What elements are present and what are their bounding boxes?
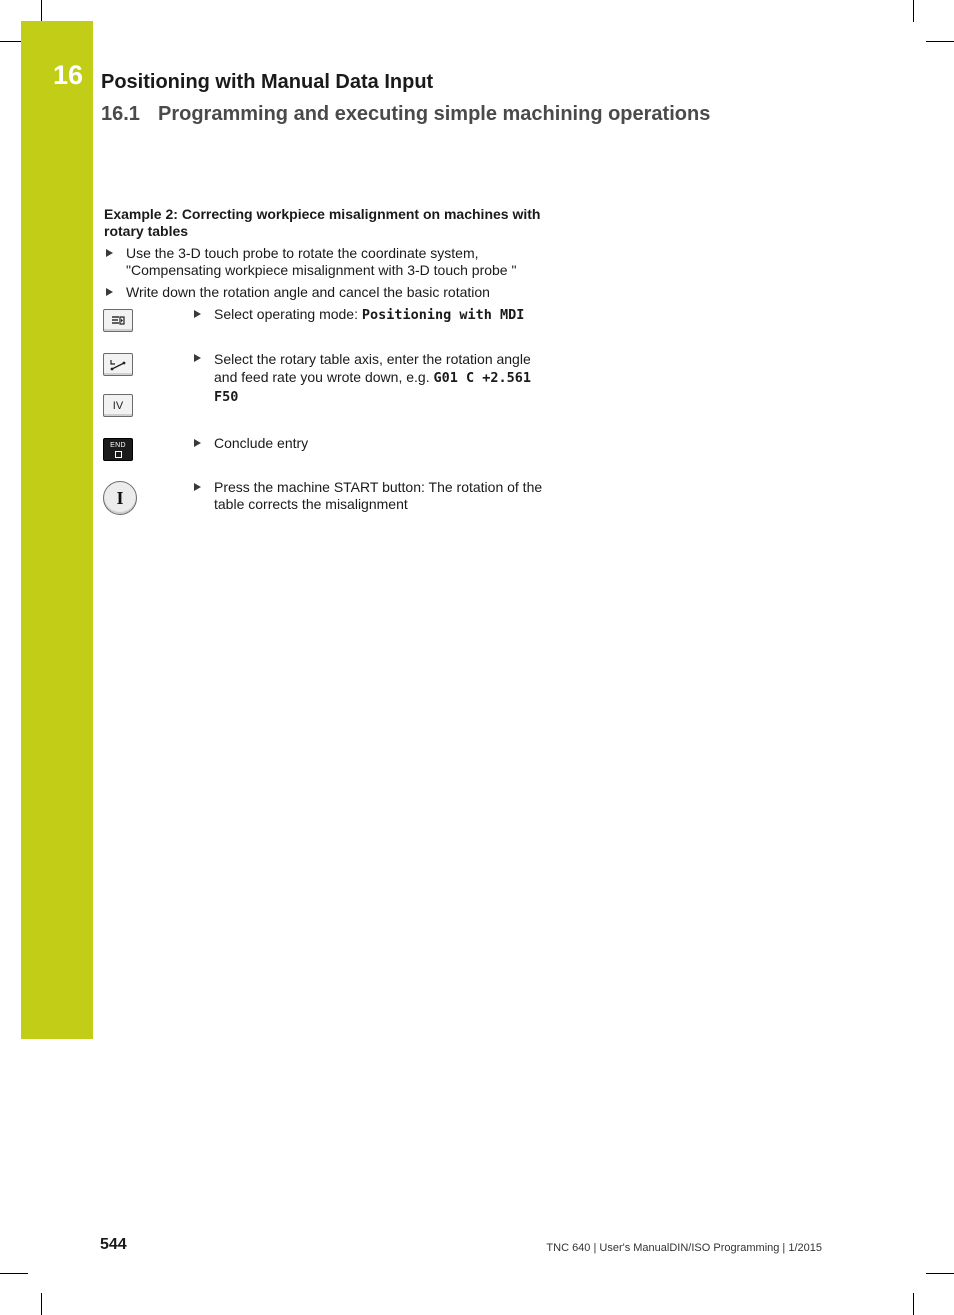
bullet-triangle-icon — [194, 483, 201, 491]
section-title-text: Programming and executing simple machining operations — [158, 103, 711, 125]
bullet-triangle-icon — [194, 310, 201, 318]
list-item-text: Write down the rotation angle and cancel the basic rotation — [126, 284, 490, 300]
end-key-label: END — [110, 441, 126, 449]
end-key-icon — [103, 438, 133, 461]
step-text-bold: G01 C +2.561 F50 — [214, 370, 532, 405]
section-number: 16.1 — [101, 103, 140, 125]
footer-text: TNC 640 | User's ManualDIN/ISO Programming | 1/2015 — [546, 1242, 822, 1254]
example-heading: Example 2: Correcting workpiece misalignment on machines with rotary tables — [104, 206, 541, 239]
crop-mark — [926, 41, 954, 42]
crop-mark — [0, 1273, 28, 1274]
bullet-triangle-icon — [194, 439, 201, 447]
step-text-plain: Select the rotary table axis, enter the rotation angle and feed rate you wrote down, e.g. — [214, 351, 531, 385]
end-key-square-icon — [115, 451, 122, 458]
step-text: Conclude entry — [214, 435, 309, 451]
axis-iv-key-icon — [103, 394, 133, 417]
linear-move-key-icon — [103, 353, 133, 376]
bullet-triangle-icon — [106, 249, 113, 257]
step-text: Press the machine START button: The rotation of the table corrects the misalignment — [214, 479, 543, 512]
chapter-color-band — [21, 21, 93, 1039]
chapter-number: 16 — [53, 60, 84, 90]
step-text-plain: Select operating mode: — [214, 306, 362, 322]
machine-start-button-icon — [103, 481, 137, 515]
bullet-triangle-icon — [106, 288, 113, 296]
list-item-text: Use the 3-D touch probe to rotate the coordinate system, "Compensating workpiece misalignment with 3-D touch probe " — [126, 245, 517, 278]
step-text — [214, 306, 544, 324]
bullet-triangle-icon — [194, 354, 201, 362]
step-text-bold: Positioning with MDI — [361, 307, 525, 323]
chapter-title: Positioning with Manual Data Input — [101, 71, 434, 93]
step-text — [214, 350, 544, 406]
crop-mark — [41, 1293, 42, 1315]
crop-mark — [913, 1293, 914, 1315]
page-number: 544 — [100, 1236, 127, 1253]
crop-mark — [41, 0, 42, 22]
section-title — [101, 103, 710, 126]
start-button-label: I — [116, 487, 124, 508]
crop-mark — [926, 1273, 954, 1274]
axis-iv-key-label: IV — [112, 399, 124, 412]
crop-mark — [913, 0, 914, 22]
positioning-mdi-key-icon — [103, 309, 133, 332]
